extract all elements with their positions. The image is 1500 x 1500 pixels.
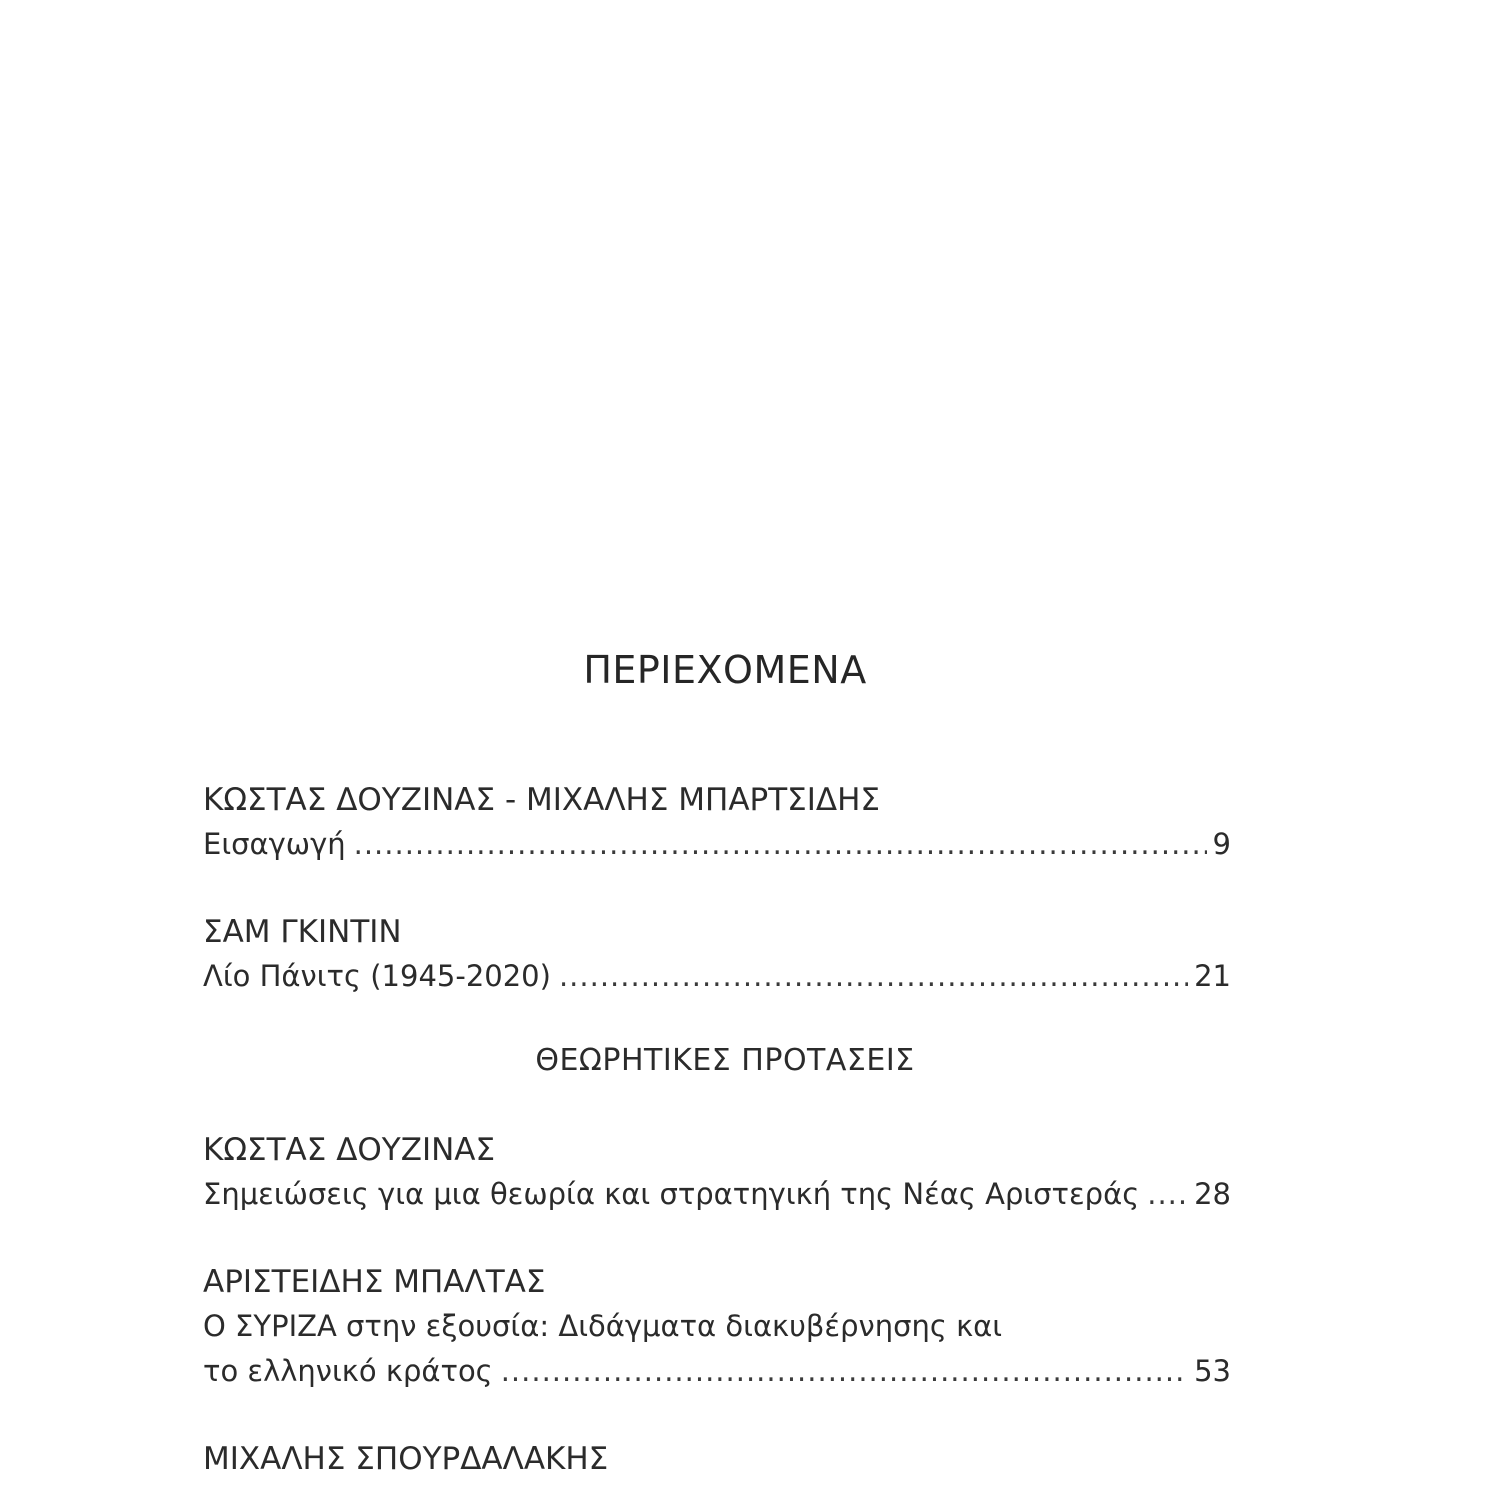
dot-leader (501, 1349, 1188, 1394)
toc-title-line[interactable] (203, 1172, 1231, 1217)
toc-author: ΑΡΙΣΤΕΙΔΗΣ ΜΠΑΛΤΑΣ (203, 1264, 546, 1300)
toc-entry (203, 1437, 1231, 1481)
toc-title: το ελληνικό κράτος (203, 1354, 493, 1388)
toc-entry (203, 1128, 1231, 1217)
dot-leader (1147, 1172, 1188, 1217)
toc-title: Λίο Πάνιτς (1945-2020) (203, 959, 551, 993)
toc-entry (203, 910, 1231, 999)
toc-title-line[interactable] (203, 822, 1231, 867)
toc-page-number: 21 (1194, 959, 1231, 993)
toc-author: ΣΑΜ ΓΚΙΝΤΙΝ (203, 914, 402, 950)
toc-title-line: Ο ΣΥΡΙΖΑ στην εξουσία: Διδάγματα διακυβέρνησης και (203, 1309, 1003, 1343)
toc-title-line[interactable] (203, 1349, 1231, 1394)
toc-page-number: 28 (1194, 1177, 1231, 1211)
table-of-contents (203, 778, 1231, 1481)
toc-author: ΜΙΧΑΛΗΣ ΣΠΟΥΡΔΑΛΑΚΗΣ (203, 1441, 609, 1477)
toc-title-line[interactable] (203, 954, 1231, 999)
dot-leader (354, 822, 1207, 867)
section-heading: ΘΕΩΡΗΤΙΚΕΣ ΠΡΟΤΑΣΕΙΣ (535, 1043, 915, 1078)
toc-title: Εισαγωγή (203, 827, 346, 861)
toc-author: ΚΩΣΤΑΣ ΔΟΥΖΙΝΑΣ (203, 1132, 496, 1168)
toc-title: Σημειώσεις για μια θεωρία και στρατηγική της Νέας Αριστεράς (203, 1177, 1140, 1211)
page-title: ΠΕΡΙΕΧΟΜΕΝΑ (583, 648, 867, 692)
toc-entry (203, 1260, 1231, 1394)
dot-leader (559, 954, 1188, 999)
toc-page-number: 53 (1194, 1354, 1231, 1388)
toc-author: ΚΩΣΤΑΣ ΔΟΥΖΙΝΑΣ - ΜΙΧΑΛΗΣ ΜΠΑΡΤΣΙΔΗΣ (203, 782, 881, 818)
toc-entry (203, 778, 1231, 867)
toc-page-number: 9 (1212, 827, 1231, 861)
